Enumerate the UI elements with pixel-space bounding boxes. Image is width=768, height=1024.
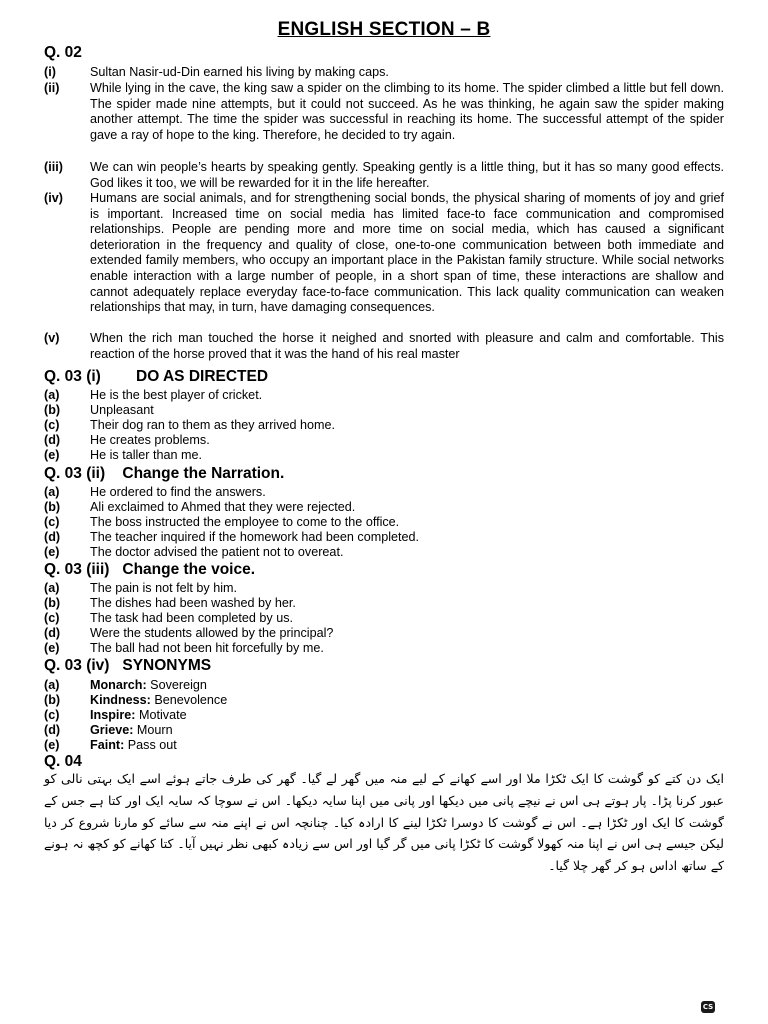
item-label: (b) [44, 596, 61, 610]
q02-item-iv [44, 191, 724, 316]
synonym-word: Grieve: [90, 723, 134, 737]
q03iv-item-d [44, 723, 724, 739]
urdu-translation-paragraph: ایک دن کتے کو گوشت کا ایک ٹکڑا ملا اور اسے کھانے کے لیے منہ میں گھر لے گیا۔ گھر کی طرف جاتے ہوئے اسے ایک بہتی نالی کو عبور کرنا پڑا۔ پار ہوتے ہی اس نے نیچے پانی میں دیکھا اور پانی میں اپنا سایہ دیکھا۔ اس نے سوچا کہ سایہ ایک اور کتا ہے جس کے گوشت کا ایک اور ٹکڑا ہے۔ اس نے گوشت کا دوسرا ٹکڑا لینے کا ارادہ کیا۔ چنانچہ اس نے اپنے منہ سے سائے کو مارنا شروع کر دیا لیکن جیسے ہی اس نے اپنا منہ کھولا گوشت کا ٹکڑا پانی میں گر گیا اور اس سے زیادہ کبھی نظر نہیں آیا۔ کتا کھانے کو کچھ نہ ہونے کے ساتھ اداس ہو کر گھر چلا گیا۔ [44, 771, 724, 874]
q02-heading: Q. 02 [44, 44, 82, 61]
item-label: (d) [44, 530, 61, 544]
item-label: (a) [44, 485, 60, 499]
item-text: Their dog ran to them as they arrived home. [90, 418, 336, 432]
q03iii-item-d [44, 626, 724, 642]
synonym-word: Faint: [90, 738, 125, 752]
q03ii-item-d [44, 530, 724, 546]
item-label: (ii) [44, 81, 60, 95]
synonym-answer: Sovereign [146, 678, 207, 692]
item-text: The pain is not felt by him. [90, 581, 237, 595]
q03iv-item-c [44, 708, 724, 724]
q03iii-item-e [44, 641, 724, 657]
item-label: (e) [44, 448, 60, 462]
q03iii-item-a [44, 581, 724, 597]
item-label: (iv) [44, 191, 63, 205]
item-label: (a) [44, 581, 60, 595]
item-text: He creates problems. [90, 433, 210, 447]
item-label: (iii) [44, 160, 63, 174]
q03i-item-d [44, 433, 724, 449]
item-text: He is the best player of cricket. [90, 388, 263, 402]
q03ii-item-c [44, 515, 724, 531]
item-label: (d) [44, 626, 61, 640]
section-title: ENGLISH SECTION – B [277, 19, 491, 40]
item-label: (c) [44, 708, 60, 722]
q03iii-item-b [44, 596, 724, 612]
item-text: The boss instructed the employee to come to the office. [90, 515, 400, 529]
item-label: (e) [44, 545, 60, 559]
synonym-word: Inspire: [90, 708, 136, 722]
item-label: (b) [44, 500, 61, 514]
item-text: When the rich man touched the horse it neighed and snorted with pleasure and calm and comfortable. This reaction of the horse proved that it was the hand of his real master [90, 331, 724, 361]
item-text: Humans are social animals, and for strengthening social bonds, the physical sharing of moments of joy and grief is important. Increased time on social media has limited face-to face communication and compromised relationships. People are pending more and more time on social media, which has caused a significant deterioration in the frequency and quality of close, one-to-one communication between both immediate and extended family members, who occupy an important place in the Pakistan family structure. While social networks enable interaction with a large number of people, in a short span of time, these interactions are shallow and cannot adequately replace everyday face-to-face communication. This lack quality communication can weaken relationships that may, in turn, have damaging consequences. [90, 191, 724, 315]
item-label: (a) [44, 678, 60, 692]
item-label: (b) [44, 403, 61, 417]
item-text: He ordered to find the answers. [90, 485, 266, 499]
item-label: (d) [44, 433, 61, 447]
q03ii-item-e [44, 545, 724, 561]
item-text: Were the students allowed by the principal? [90, 626, 334, 640]
q03ii-item-b [44, 500, 724, 516]
item-label: (c) [44, 515, 60, 529]
item-text: Sultan Nasir-ud-Din earned his living by making caps. [90, 65, 389, 79]
q02-item-v [44, 331, 724, 362]
q03ii-heading: Q. 03 (ii) Change the Narration. [44, 465, 285, 482]
item-text: The teacher inquired if the homework had been completed. [90, 530, 420, 544]
q04-heading: Q. 04 [44, 753, 82, 770]
q03iv-item-e [44, 738, 724, 754]
item-label: (d) [44, 723, 61, 737]
q02-item-iii [44, 160, 724, 191]
q02-item-ii [44, 81, 724, 143]
synonym-answer: Mourn [133, 723, 173, 737]
synonym-word: Monarch: [90, 678, 147, 692]
camscanner-watermark-icon: CS [702, 1003, 714, 1011]
item-label: (i) [44, 65, 56, 79]
q03iii-heading: Q. 03 (iii) Change the voice. [44, 561, 256, 578]
synonym-answer: Benevolence [150, 693, 228, 707]
item-text: The dishes had been washed by her. [90, 596, 296, 610]
q03i-item-a [44, 388, 724, 404]
q03i-number: Q. 03 (i) [44, 368, 101, 385]
item-label: (v) [44, 331, 60, 345]
item-label: (c) [44, 611, 60, 625]
item-text: The task had been completed by us. [90, 611, 294, 625]
synonym-word: Kindness: [90, 693, 151, 707]
item-label: (b) [44, 693, 61, 707]
item-label: (e) [44, 641, 60, 655]
synonym-answer: Pass out [124, 738, 177, 752]
item-text: We can win people’s hearts by speaking gently. Speaking gently is a little thing, but it has so many good effects. God likes it too, we will be rewarded for it in the life hereafter. [90, 160, 724, 190]
item-text: Ali exclaimed to Ahmed that they were rejected. [90, 500, 356, 514]
q03i-item-c [44, 418, 724, 434]
item-text: The doctor advised the patient not to overeat. [90, 545, 344, 559]
item-text: While lying in the cave, the king saw a spider on the climbing to its home. The spider climbed a little but fell down. The spider made nine attempts, but it could not succeed. As he was thinking, he again saw the spider making another attempt. The time the spider was successful in reaching its home. The successful attempt of the spider gave a ray of hope to the king. Therefore, he decided to try again. [90, 81, 724, 142]
q03iv-item-a [44, 678, 724, 694]
item-text: He is taller than me. [90, 448, 202, 462]
q03i-title: DO AS DIRECTED [136, 368, 269, 385]
q03i-heading [44, 368, 268, 386]
q03i-item-e [44, 448, 724, 464]
item-text: The ball had not been hit forcefully by me. [90, 641, 324, 655]
q03iv-item-b [44, 693, 724, 709]
item-label: (e) [44, 738, 60, 752]
q03i-item-b [44, 403, 724, 419]
synonym-answer: Motivate [135, 708, 187, 722]
q02-item-i [44, 65, 724, 81]
item-label: (a) [44, 388, 60, 402]
q03iv-heading: Q. 03 (iv) SYNONYMS [44, 657, 212, 674]
item-text: Unpleasant [90, 403, 154, 417]
q03iii-item-c [44, 611, 724, 627]
q03ii-item-a [44, 485, 724, 501]
item-label: (c) [44, 418, 60, 432]
